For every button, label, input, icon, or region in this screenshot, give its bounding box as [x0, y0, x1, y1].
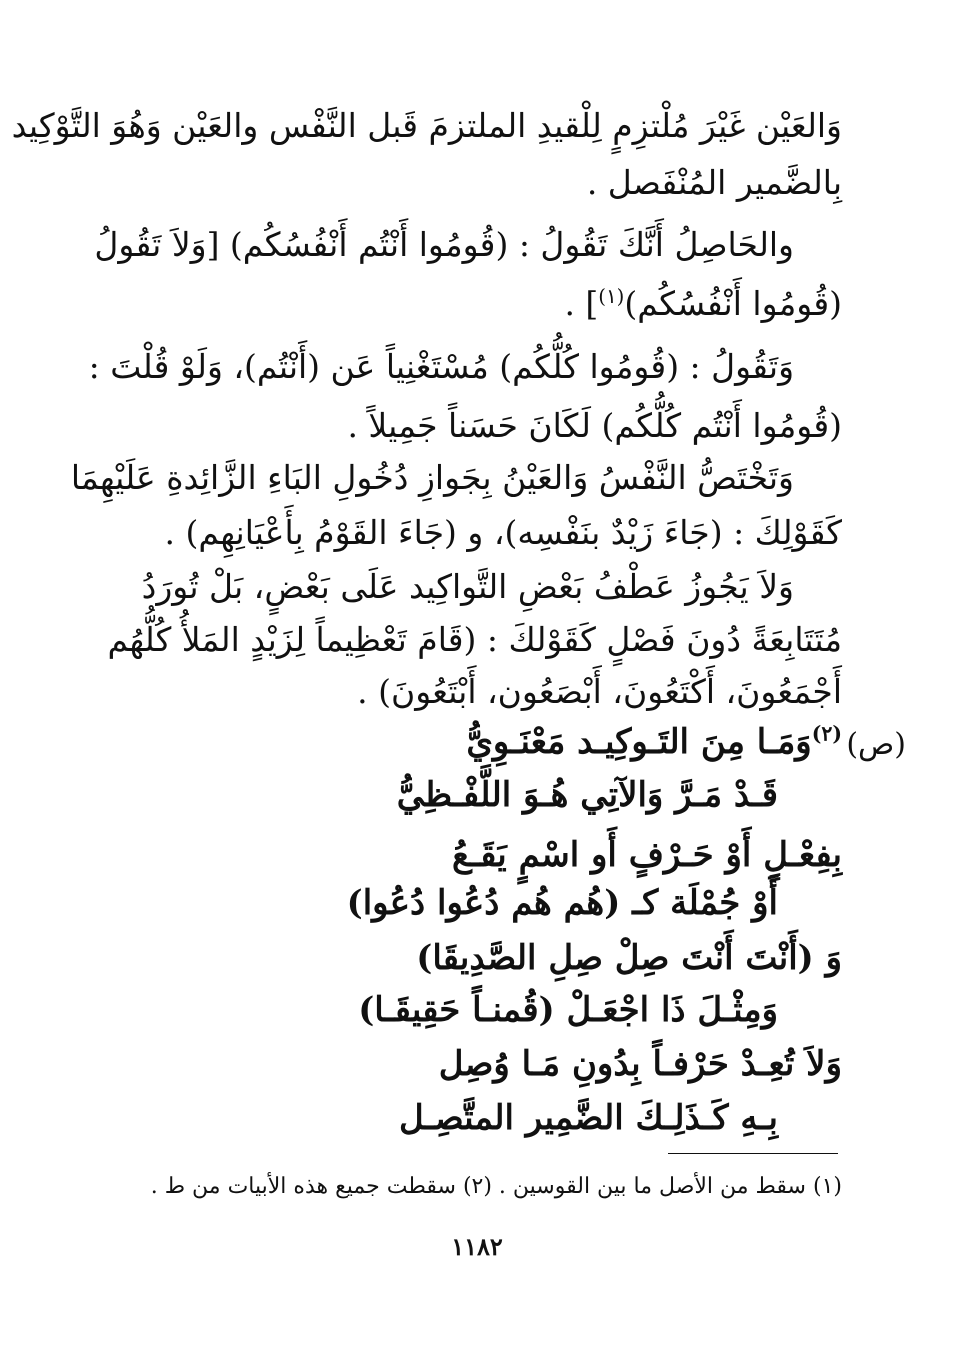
verse-marker: (ص) — [846, 727, 906, 762]
text-line-4-end: ] . — [564, 284, 599, 323]
footnote-divider — [668, 1153, 838, 1154]
footnote-ref-2: (٢) — [811, 721, 842, 746]
text-line-10: مُتَتَابِعَةً دُونَ فَصْلٍ كَقَوْلكَ : (قَامَ تَعْظِيماً لِزَيْدٍ المَلأُ كُلُّهُم — [107, 620, 842, 659]
footnote-ref-1: (١) — [598, 285, 625, 308]
verse-line-5: وَ (أَنْتَ أَنْتَ صِلْ صِلِ الصَّدِيقَا) — [416, 938, 842, 978]
text-line-8: كَقَوْلِكَ : (جَاءَ زَيْدٌ بنَفْسِه)، و (جَاءَ القَوْمُ بِأَعْيَانِهِم) . — [164, 513, 842, 552]
text-line-11: أَجْمَعُونَ، أَكْتَعُونَ، أَبْصَعُون، أَبْتَعُونَ) . — [357, 672, 842, 711]
verse-line-8: بِـهِ كَـذَلِـكَ الضَّمِير المتَّصِـل — [398, 1098, 778, 1138]
verse-line-1 — [466, 722, 842, 762]
text-line-9: وَلاَ يَجُوزُ عَطْفُ بَعْضِ التَّواكِيد عَلَى بَعْضٍ، بَلْ تُورَدُ — [141, 567, 794, 606]
text-line-4 — [166, 284, 842, 324]
text-line-3: والحَاصِلُ أَنَّكَ تَقُولُ : (قُومُوا أَنْتُم أَنْفُسُكُم) [وَلاَ تَقُولُ — [94, 225, 794, 264]
verse-line-7: وَلاَ تُعِـدْ حَرْفـاً بِدُونِ مَـا وُصِل — [438, 1044, 842, 1084]
text-line-4-main: (قُومُوا أَنْفُسُكُم) — [624, 284, 842, 323]
text-line-5: وَتَقُولُ : (قُومُوا كُلُّكُم) مُسْتَغْنِياً عَن (أَنْتُم)، وَلَوْ قُلْتَ : — [88, 347, 794, 386]
verse-line-1-text: وَمَـا مِنَ التَـوكِيـد مَعْنَـوِيُّ — [466, 722, 812, 762]
verse-line-6: وَمِثْـلَ ذَا اجْعَـلْ (قُمنـاً حَقِيقَـا) — [358, 990, 778, 1030]
verse-line-3: بِفِعْـلٍ أَوْ حَـرْفٍ أَو اسْمٍ يَقَـعُ — [452, 835, 842, 875]
text-line-2: بِالضَّمير المُنْفَصل . — [586, 163, 842, 202]
text-line-7: وَتَخْتَصُّ النَّفْسُ وَالعَيْنُ بِجَوازِ دُخُولِ البَاءِ الزَّائِدةِ عَلَيْهِمَا — [70, 458, 794, 497]
verse-line-2: قَـدْ مَـرَّ وَالآتِي هُـوَ اللَّفْـظِيُّ — [396, 775, 778, 815]
text-line-1: وَالعَيْن غَيْرَ مُلْتزِمٍ لِلْقيدِ الملتزمَ قَبل النَّفْس والعَيْن وَهُوَ التَّوْكِيد — [11, 106, 842, 145]
footnote-text: (١) سقط من الأصل ما بين القوسين . (٢) سقطت جميع هذه الأبيات من ط . — [150, 1174, 842, 1199]
page-number: ١١٨٢ — [451, 1232, 503, 1261]
verse-line-4: أَوْ جُمْلَة كـ (هُم هُم دُعُوا دُعُوا) — [346, 883, 778, 923]
text-line-6: (قُومُوا أَنْتُم كُلُّكُم) لَكَانَ حَسَناً جَمِيلاً . — [347, 406, 842, 445]
